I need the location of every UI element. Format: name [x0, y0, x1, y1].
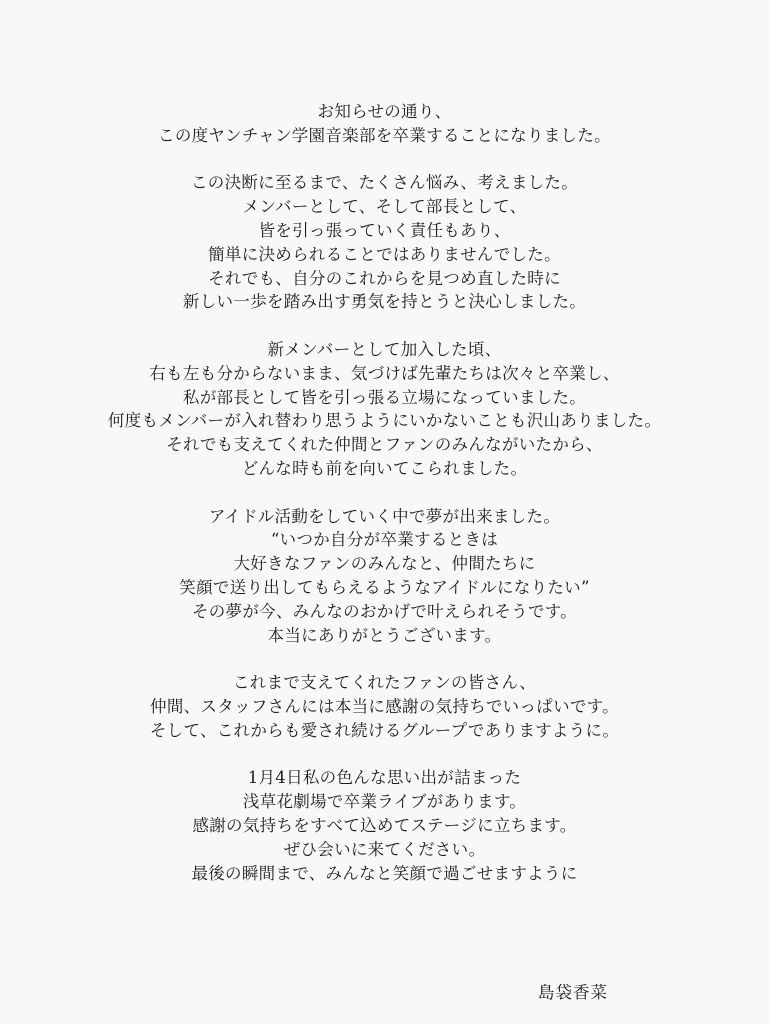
paragraph-gap: [0, 314, 769, 338]
letter-line: 最後の瞬間まで、みんなと笑顔で過ごせますように: [191, 863, 578, 883]
letter-line: この決断に至るまで、たくさん悩み、考えました。: [190, 173, 579, 193]
letter-line: 笑顔で送り出してもらえるようなアイドルになりたい”: [179, 577, 590, 597]
letter-line: 感謝の気持ちをすべて込めてステージに立ちます。: [192, 815, 577, 835]
letter-line: それでも支えてくれた仲間とファンのみんながいたから、: [166, 435, 603, 455]
letter-line: “いつか自分が卒業するときは: [270, 530, 499, 550]
letter-line: 何度もメンバーが入れ替わり思うようにいかないことも沢山ありました。: [107, 411, 662, 431]
letter-line: 簡単に決められることではありませんでした。: [208, 244, 561, 264]
paragraph: [0, 766, 769, 885]
letter-line: 右も左も分からないまま、気づけば先輩たちは次々と卒業し、: [149, 363, 620, 383]
letter-line: その夢が今、みんなのおかげで叶えられそうです。: [191, 601, 578, 621]
letter-body: [0, 100, 769, 885]
letter-line: 私が部長として皆を引っ張る立場になっていました。: [182, 387, 587, 407]
letter-line: ぜひ会いに来てください。: [283, 839, 486, 859]
paragraph-gap: [0, 743, 769, 767]
letter-line: 新メンバーとして加入した頃、: [267, 339, 502, 359]
signature: 島袋香菜: [538, 983, 608, 1002]
letter-line: この度ヤンチャン学園音楽部を卒業することになりました。: [158, 125, 611, 145]
letter-line: お知らせの通り、: [317, 102, 452, 121]
letter-line: 仲間、スタッフさんには本当に感謝の気持ちでいっぱいです。: [150, 696, 619, 716]
paragraph: [0, 171, 769, 314]
letter-line: それでも、自分のこれからを見つめ直した時に: [208, 268, 561, 288]
letter-line: 新しい一歩を踏み出す勇気を持とうと決心しました。: [182, 292, 587, 312]
letter-line: 皆を引っ張っていく責任もあり、: [258, 220, 511, 240]
letter-line: 本当にありがとうございます。: [267, 625, 502, 645]
paragraph: [0, 505, 769, 648]
letter-line: そして、これからも愛され続けるグループでありますように。: [149, 720, 620, 740]
paragraph: [0, 671, 769, 742]
paragraph: [0, 338, 769, 481]
paragraph-gap: [0, 481, 769, 505]
paragraph: [0, 100, 769, 148]
letter-line: 浅草花劇場で卒業ライブがあります。: [242, 792, 527, 812]
letter-line: 大好きなファンのみんなと、仲間たちに: [233, 554, 536, 574]
letter-line: メンバーとして、そして部長として、: [242, 197, 527, 217]
paragraph-gap: [0, 148, 769, 172]
letter-line: アイドル活動をしていく中で夢が出来ました。: [208, 506, 561, 526]
letter-line: 1月4日私の色んな思い出が詰まった: [247, 768, 522, 788]
letter-line: どんな時も前を向いてこられました。: [241, 458, 528, 478]
letter-line: これまで支えてくれたファンの皆さん、: [232, 673, 537, 693]
paragraph-gap: [0, 647, 769, 671]
